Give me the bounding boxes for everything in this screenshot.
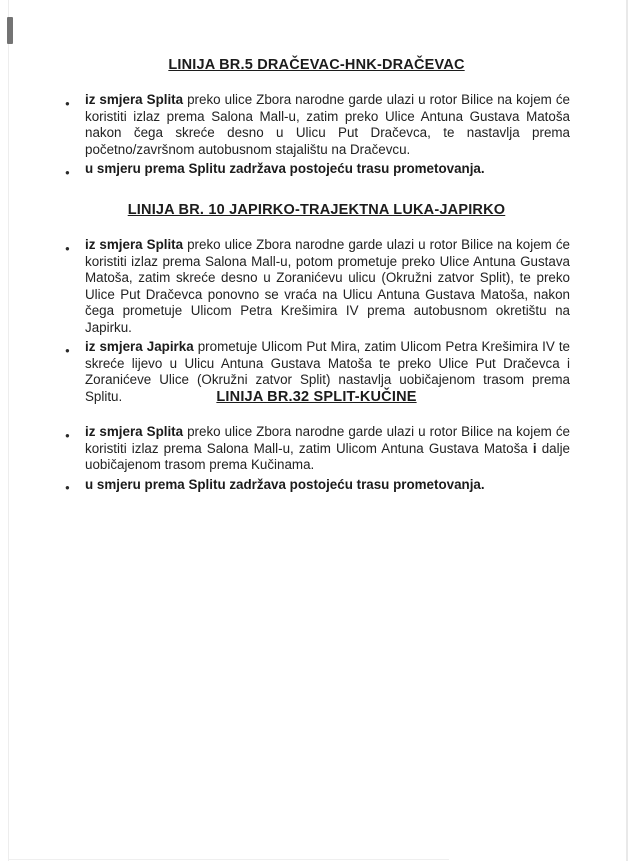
scan-edge-right [626,0,628,861]
bullet-item: ● iz smjera Splita preko ulice Zbora narodne garde ulazi u rotor Bilice na kojem će koristiti izlaz prema Salona Mall-u, zatim preko Ulice Antuna Gustava Matoša nakon čega skreće desno u Ulicu Put Dračevca, te nastavlja prema početno/završnom autobusnom stajalištu na Dračevcu. [63,92,570,158]
section-heading-linija-5: LINIJA BR.5 DRAČEVAC-HNK-DRAČEVAC [168,57,465,73]
bullet-list [63,237,570,405]
section-linija-32 [63,388,570,496]
scan-edge-left [8,0,9,861]
bullet-item: ● iz smjera Splita preko ulice Zbora narodne garde ulazi u rotor Bilice na kojem će koristiti izlaz prema Salona Mall-u, potom prometuje preko Ulice Antuna Gustava Matoša, zatim skreće desno u Zoranićevu ulicu (Okružni zatvor Split), te preko Ulice Put Dračevca ponovno se vraća na Ulicu Antuna Gustava Matoša, nakon čega prometuje Ulicom Petra Krešimira IV prema autobusnom okretištu na Japirku. [63,237,570,336]
bullet-list [63,424,570,493]
section-heading-linija-32: LINIJA BR.32 SPLIT-KUČINE [216,389,417,405]
bullet-item: ● iz smjera Japirka prometuje Ulicom Put Mira, zatim Ulicom Petra Krešimira IV te skreće lijevo u Ulicu Antuna Gustava Matoša te preko Ulice Put Dračevca i Zoranićeve Ulice (Okružni zatvor Split) nastavlja uobičajenom trasom prema Splitu. [63,339,570,405]
bullet-item: ● u smjeru prema Splitu zadržava postojeću trasu prometovanja. [63,161,570,178]
section-heading-linija-10: LINIJA BR. 10 JAPIRKO-TRAJEKTNA LUKA-JAPIRKO [127,202,506,218]
bullet-list [63,92,570,178]
section-linija-10 [63,201,570,408]
section-linija-5 [63,56,570,181]
scan-artifact-mark [7,17,13,44]
scan-edge-bottom [9,859,449,860]
bullet-item: ● iz smjera Splita preko ulice Zbora narodne garde ulazi u rotor Bilice na kojem će koristiti izlaz prema Salona Mall-u, zatim Ulicom Antuna Gustava Matoša i dalje uobičajenom trasom prema Kučinama. [63,424,570,474]
bullet-item: ● u smjeru prema Splitu zadržava postojeću trasu prometovanja. [63,477,570,494]
